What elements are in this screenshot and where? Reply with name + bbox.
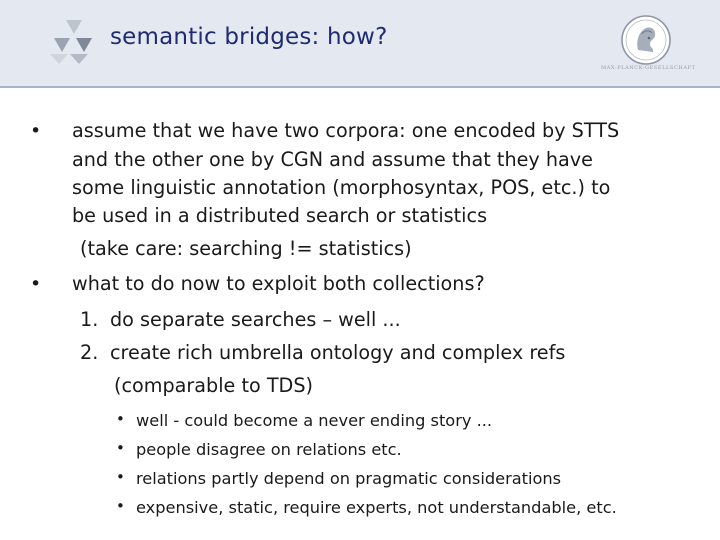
numbered-item-text: (comparable to TDS): [114, 374, 313, 397]
numbered-item-number: 1.: [80, 308, 99, 331]
bullet-text-line: some linguistic annotation (morphosyntax, POS, etc.) to: [72, 176, 611, 199]
numbered-item-number: 2.: [80, 341, 99, 364]
bullet-marker: •: [30, 273, 42, 295]
numbered-item-text: do separate searches – well ...: [110, 308, 401, 331]
bullet-text-line: assume that we have two corpora: one encoded by STTS: [72, 119, 620, 142]
bullet-note-line: (take care: searching != statistics): [80, 237, 412, 260]
sub-bullet-marker: •: [116, 468, 125, 486]
bullet-text-line: and the other one by CGN and assume that they have: [72, 148, 593, 171]
bullet-text-line: what to do now to exploit both collections?: [72, 272, 485, 295]
sub-bullet-text: expensive, static, require experts, not understandable, etc.: [136, 498, 617, 517]
seal-caption: MAX-PLANCK-GESELLSCHAFT: [601, 65, 696, 71]
sub-bullet-marker: •: [116, 410, 125, 428]
sub-bullet-text: people disagree on relations etc.: [136, 440, 402, 459]
slide-title: semantic bridges: how?: [110, 24, 388, 50]
sub-bullet-marker: •: [116, 497, 125, 515]
sub-bullet-text: well - could become a never ending story ...: [136, 411, 493, 430]
bullet-marker: •: [30, 120, 42, 142]
numbered-item-text: create rich umbrella ontology and complex refs: [110, 341, 566, 364]
sub-bullet-text: relations partly depend on pragmatic considerations: [136, 469, 562, 488]
sub-bullet-marker: •: [116, 439, 125, 457]
bullet-text-line: be used in a distributed search or statistics: [72, 204, 488, 227]
